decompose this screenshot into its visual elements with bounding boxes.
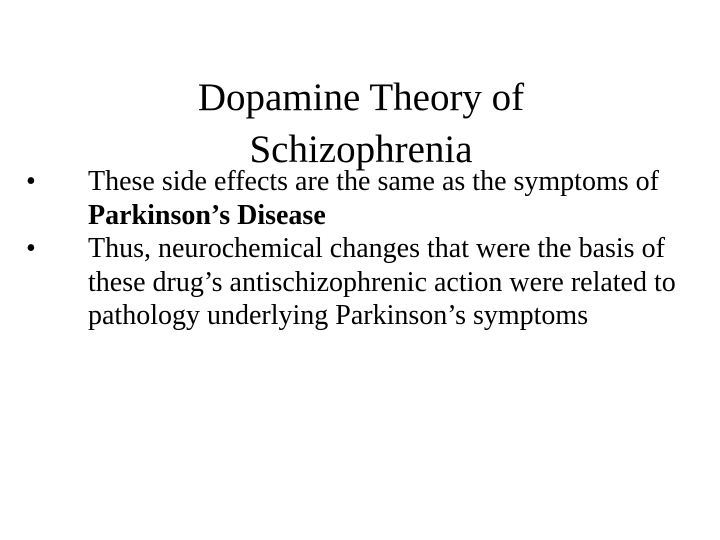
- bullet-item-2: [26, 232, 696, 333]
- bullet-icon: •: [26, 166, 36, 197]
- bullet-list: [26, 165, 696, 333]
- bullet-1-text: These side effects are the same as the symptoms of: [88, 166, 659, 197]
- bullet-2-text: Thus, neurochemical changes that were the basis of these drug’s antischizophrenic action were related to pathology underlying Parkinson’s symptoms: [88, 233, 676, 331]
- bullet-item-1: [26, 165, 696, 232]
- title-line-2: Schizophrenia: [249, 128, 473, 172]
- bullet-1-bold-text: Parkinson’s Disease: [88, 199, 326, 231]
- title-line-1: Dopamine Theory of: [197, 76, 525, 120]
- slide-title: [1, 72, 720, 176]
- bullet-icon: •: [26, 233, 36, 264]
